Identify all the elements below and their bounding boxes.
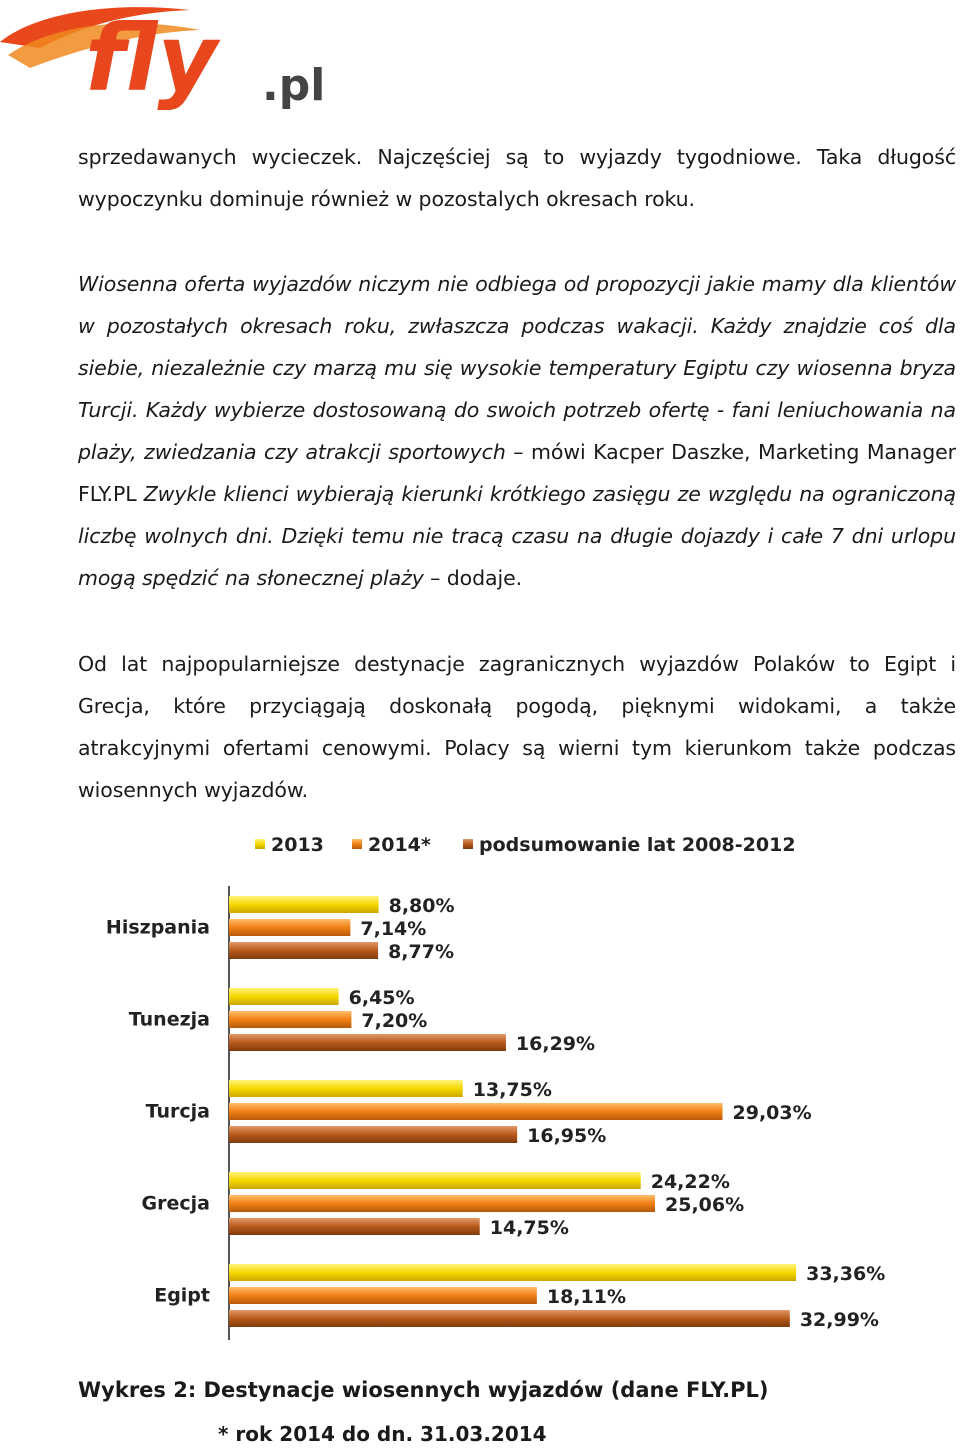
data-label-0-0: 8,80% (388, 895, 455, 917)
data-label-3-1: 25,06% (665, 1194, 745, 1216)
paragraph-3-text: Od lat najpopularniejsze destynacje zagranicznych wyjazdów Polaków to Egipt i Grecja, które przyciągają doskonałą pogodą, pięknymi widokami, a także atrakcyjnymi ofertami cenowymi. Polacy są wierni tym kierunkom także podczas wiosennych wyjazdów. (78, 652, 956, 802)
data-label-0-2: 8,77% (388, 941, 455, 963)
legend-label-1: 2014* (368, 834, 431, 856)
legend-label-0: 2013 (271, 834, 324, 856)
bar-2-0 (229, 1080, 463, 1097)
paragraph-1 (78, 136, 956, 220)
fly-pl-logo (0, 0, 340, 115)
attribution-end: – dodaje. (423, 566, 523, 590)
bar-1-0 (229, 988, 339, 1005)
bar-3-1 (229, 1195, 655, 1212)
attribution: – mówi Kacper Daszke, Marketing Manager FLY.PL (78, 440, 956, 506)
quote-part-1: Wiosenna oferta wyjazdów niczym nie odbiega od propozycji jakie mamy dla klientów w pozostałych okresach roku, zwłaszcza podczas wakacji. Każdy znajdzie coś dla siebie, niezależnie czy marzą mu się wysokie temperatury Egiptu czy wiosenna bryza Turcji. Każdy wybierze dostosowaną do swoich potrzeb ofertę - fani leniuchowania na plaży, zwiedzania czy atrakcji sportowych (78, 272, 956, 464)
data-label-3-2: 14,75% (489, 1217, 569, 1239)
legend-swatch-0 (255, 839, 265, 849)
paragraph-1-text: sprzedawanych wycieczek. Najczęściej są to wyjazdy tygodniowe. Taka długość wypoczynku dominuje również w pozostalych okresach roku. (78, 145, 956, 211)
bar-2-1 (229, 1103, 723, 1120)
data-label-0-1: 7,14% (360, 918, 427, 940)
legend-label-2: podsumowanie lat 2008-2012 (479, 834, 796, 856)
chart-legend (255, 834, 796, 856)
bar-1-1 (229, 1011, 351, 1028)
data-label-4-1: 18,11% (546, 1286, 627, 1308)
category-label-1: Tunezja (128, 1008, 210, 1031)
bar-2-2 (229, 1126, 517, 1143)
logo-suffix: .pl (262, 60, 326, 111)
legend-swatch-2 (463, 839, 473, 849)
quote-part-2: Zwykle klienci wybierają kierunki krótkiego zasięgu ze względu na ograniczoną liczbę wolnych dni. Dzięki temu nie tracą czasu na długie dojazdy i całe 7 dni urlopu mogą spędzić na słonecznej plaży (78, 482, 956, 590)
bar-0-2 (229, 942, 378, 959)
category-label-3: Grecja (141, 1192, 210, 1215)
legend-swatch-1 (352, 839, 362, 849)
data-label-1-2: 16,29% (515, 1033, 596, 1055)
data-label-4-2: 32,99% (799, 1309, 879, 1331)
data-label-4-0: 33,36% (806, 1263, 886, 1285)
paragraph-2 (78, 263, 956, 599)
data-label-2-1: 29,03% (732, 1102, 812, 1124)
data-label-2-0: 13,75% (472, 1079, 552, 1101)
bar-3-0 (229, 1172, 641, 1189)
data-label-1-0: 6,45% (348, 987, 415, 1009)
chart-bars (106, 895, 885, 1331)
logo-text: fly (85, 5, 218, 112)
category-label-2: Turcja (145, 1100, 210, 1123)
bar-0-1 (229, 919, 350, 936)
category-label-4: Egipt (154, 1284, 210, 1307)
bar-0-0 (229, 896, 379, 913)
bar-4-2 (229, 1310, 790, 1327)
chart-footnote: * rok 2014 do dn. 31.03.2014 (218, 1422, 547, 1446)
data-label-1-1: 7,20% (361, 1010, 428, 1032)
chart-caption: Wykres 2: Destynacje wiosennych wyjazdów (dane FLY.PL) (78, 1378, 769, 1402)
data-label-2-2: 16,95% (527, 1125, 607, 1147)
destinations-bar-chart (0, 820, 960, 1360)
bar-1-2 (229, 1034, 506, 1051)
bar-4-1 (229, 1287, 537, 1304)
bar-4-0 (229, 1264, 796, 1281)
category-label-0: Hiszpania (105, 916, 210, 939)
bar-3-2 (229, 1218, 480, 1235)
data-label-3-0: 24,22% (650, 1171, 730, 1193)
paragraph-3 (78, 643, 956, 811)
